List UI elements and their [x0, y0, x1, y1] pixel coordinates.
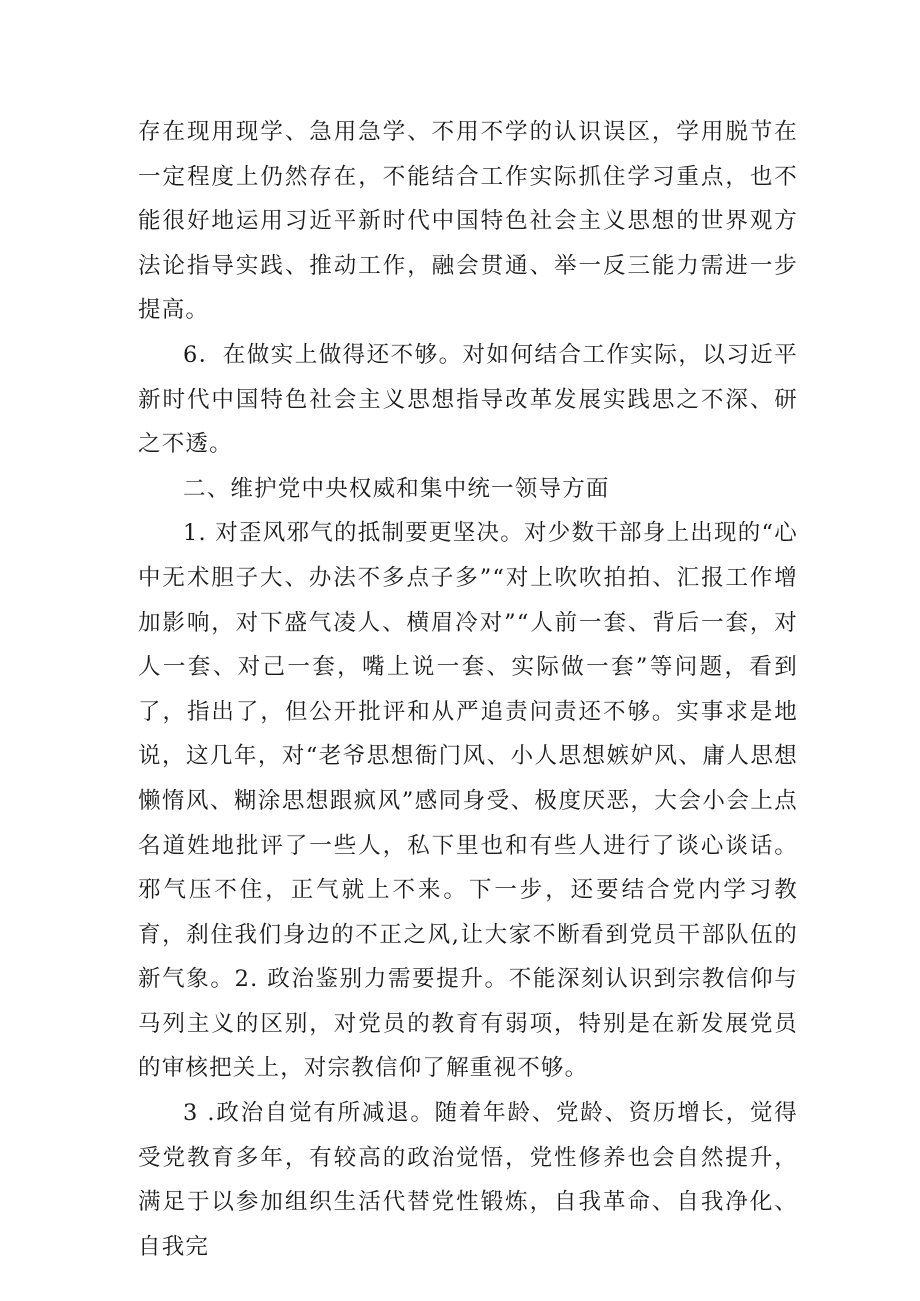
paragraph-item-3: 3 .政治自觉有所减退。随着年龄、党龄、资历增长，觉得受党教育多年，有较高的政治觉悟，党性修养也会自然提升，满足于以参加组织生活代替党性锻炼，自我革命、自我净化、自我完 — [138, 1100, 798, 1260]
paragraph-item-1: 1. 对歪风邪气的抵制要更坚决。对少数干部身上出现的“心中无术胆子大、办法不多点子多”“对上吹吹拍拍、汇报工作增加影响，对下盛气凌人、横眉冷对”“人前一套、背后一套，对人一套、对己一套，嘴上说一套、实际做一套”等问题，看到了，指出了，但公开批评和从严追责问责还不够。实事求是地说，这几年，对“老爷思想衙门风、小人思想嫉妒风、庸人思想懒惰风、糊涂思想跟疯风”感同身受、极度厌恶，大会小会上点名道姓地批评了一些人，私下里也和有些人进行了谈心谈话。邪气压不住，正气就上不来。下一步，还要结合党内学习教育，刹住我们身边的不正之风,让大家不断看到党员干部队伍的新气象。2. 政治鉴别力需要提升。不能深刻认识到宗教信仰与马列主义的区别，对党员的教育有弱项，特别是在新发展党员的审核把关上，对宗教信仰了解重视不够。 — [138, 520, 798, 1082]
paragraph-continued: 存在现用现学、急用急学、不用不学的认识误区，学用脱节在一定程度上仍然存在，不能结合工作实际抓住学习重点，也不能很好地运用习近平新时代中国特色社会主义思想的世界观方法论指导实践、推动工作，融会贯通、举一反三能力需进一步提高。 — [138, 119, 798, 324]
document-body — [138, 110, 798, 1269]
paragraph-item-6: 6．在做实上做得还不够。对如何结合工作实际，以习近平新时代中国特色社会主义思想指导改革发展实践思之不深、研之不透。 — [138, 341, 798, 458]
section-heading: 二、维护党中央权威和集中统一领导方面 — [183, 475, 610, 502]
